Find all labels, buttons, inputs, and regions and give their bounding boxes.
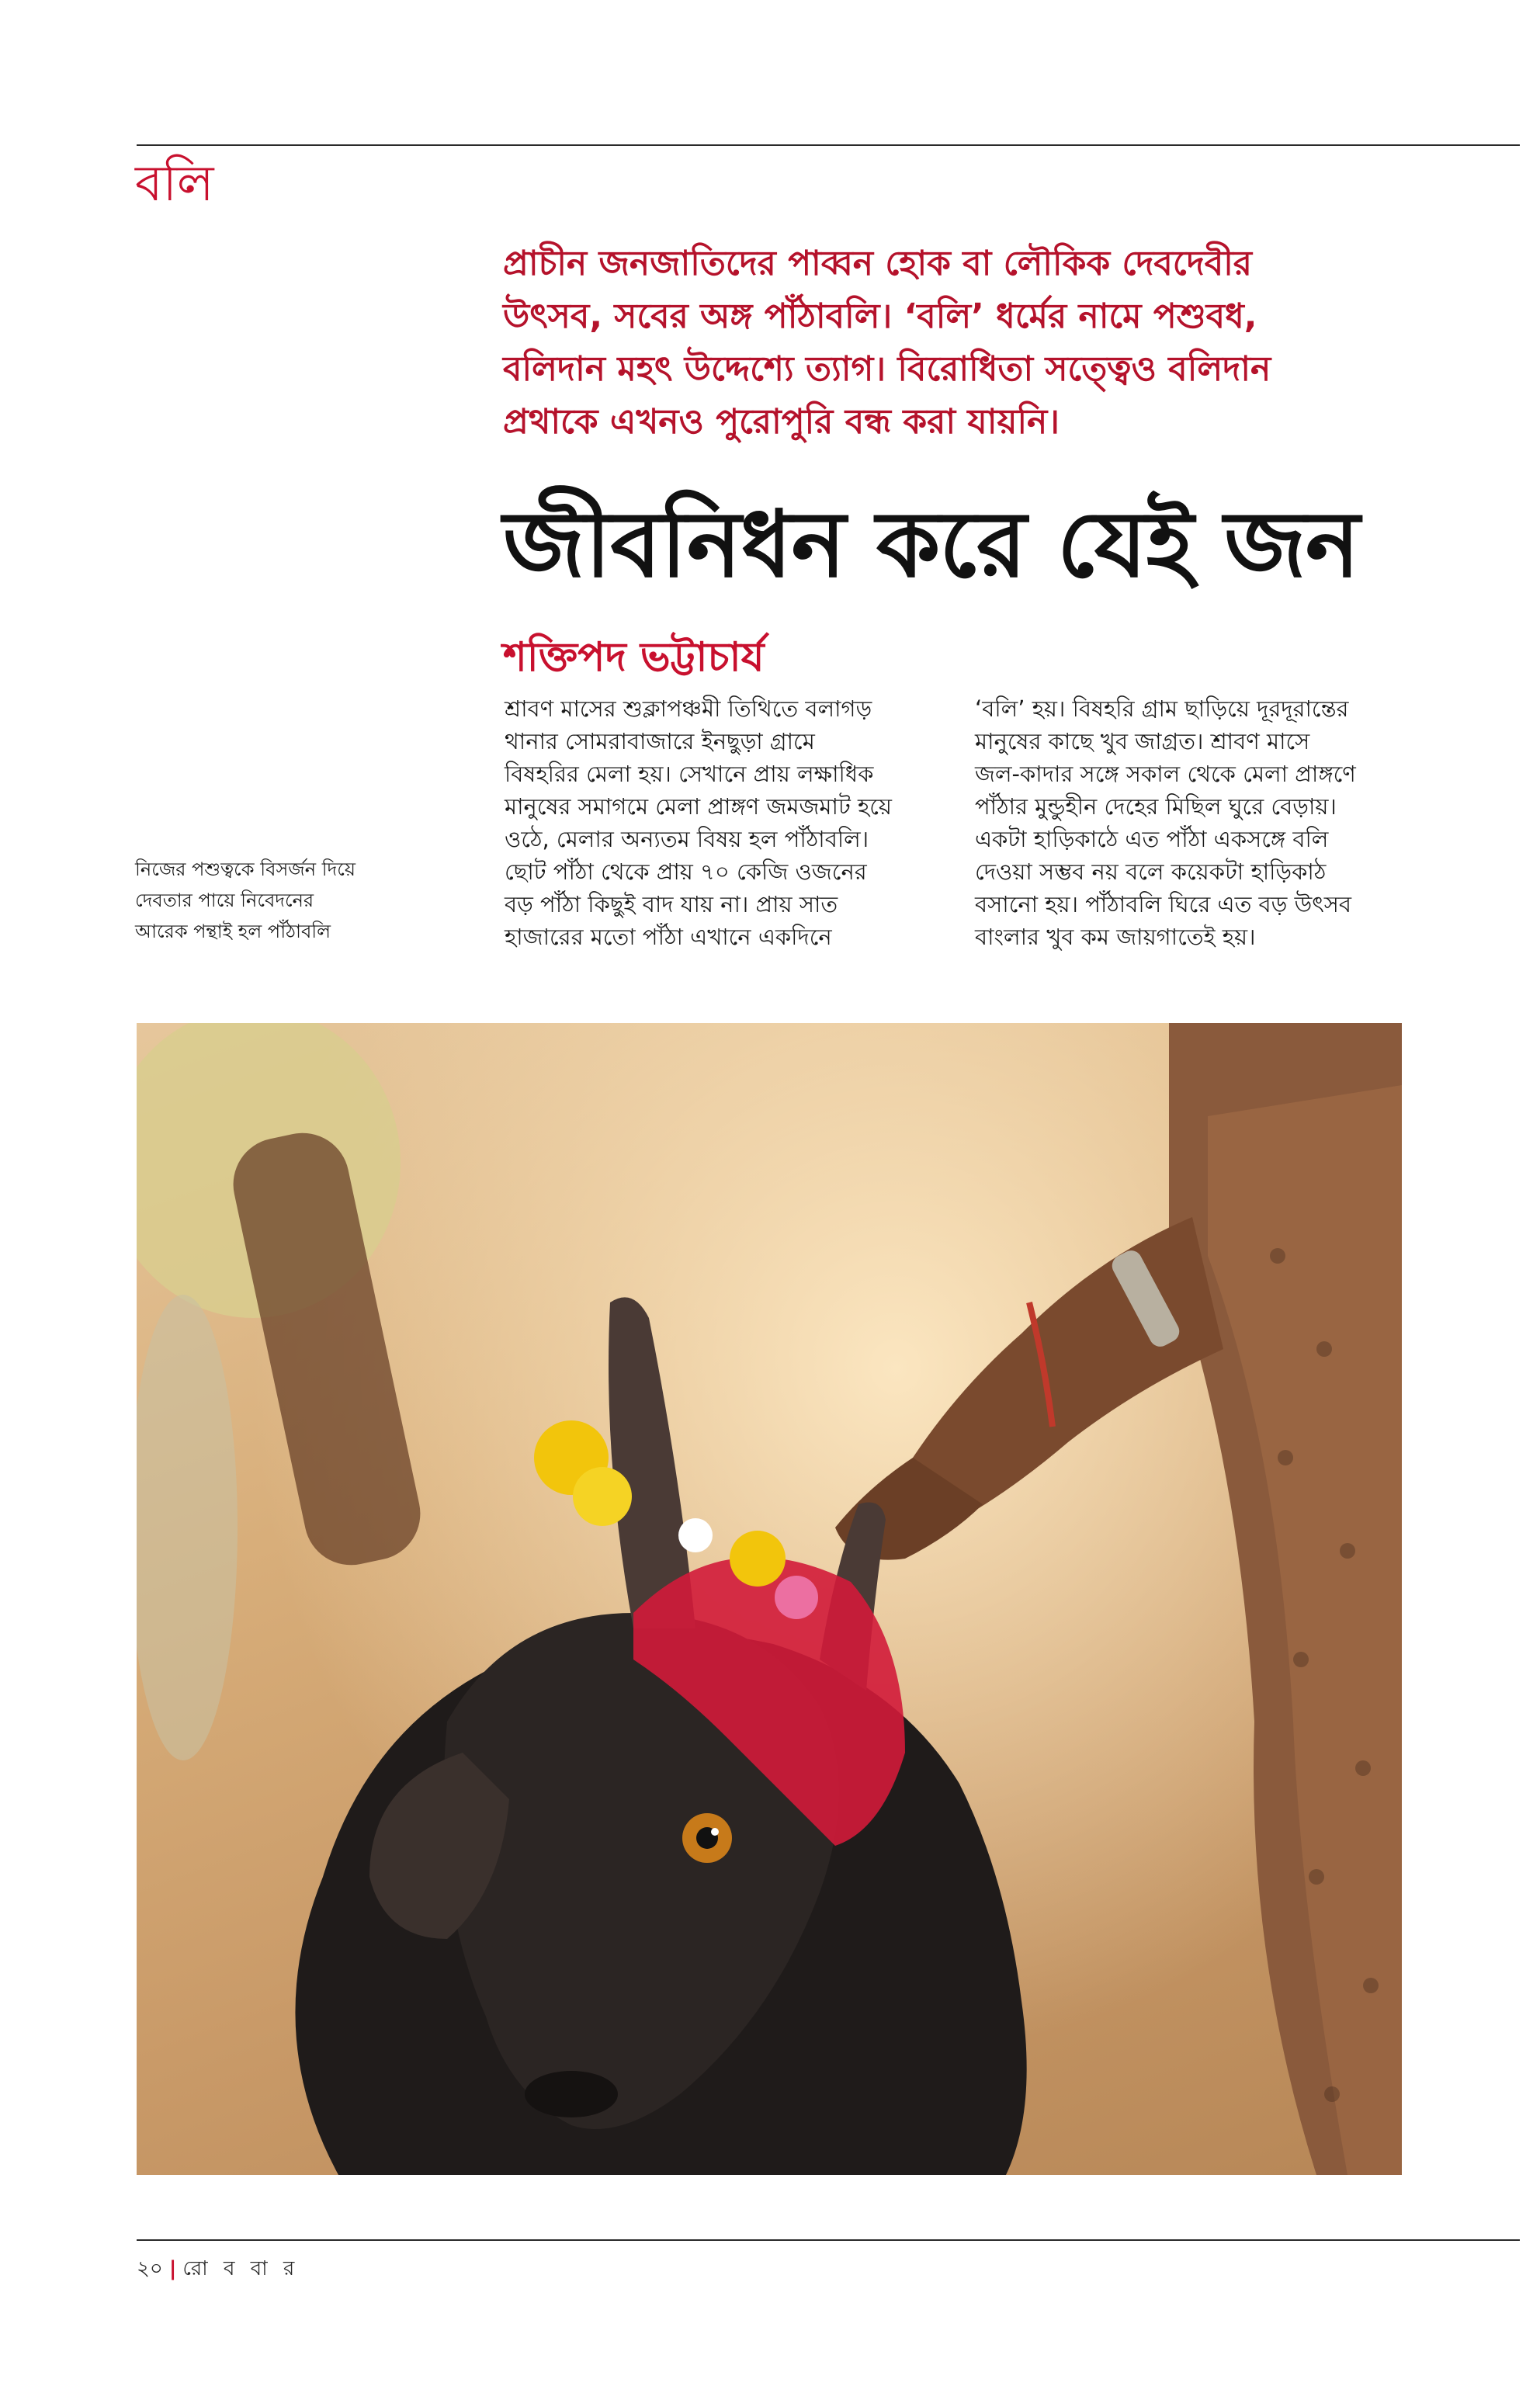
standfirst: প্রাচীন জনজাতিদের পাব্বন হোক বা লৌকিক দেবদেবীর উৎসব, সবের অঙ্গ পাঁঠাবলি। ‘বলি’ ধর্মের নামে পশুবধ, বলিদান মহৎ উদ্দেশ্যে ত্যাগ। বিরোধিতা সত্ত্বেও বলিদান প্রথাকে এখনও পুরোপুরি বন্ধ করা যায়নি।: [503, 244, 1271, 442]
page-number: ২০: [137, 2257, 163, 2280]
section-label: বলি: [135, 155, 214, 213]
headline: জীবনিধন করে যেই জন: [503, 490, 1360, 598]
top-rule: [137, 144, 1520, 146]
photo-illustration: [137, 1023, 1402, 2175]
body-column-left: শ্রাবণ মাসের শুক্লাপঞ্চমী তিথিতে বলাগড় থানার সোমরাবাজারে ইনছুড়া গ্রামে বিষহরির মেলা হয়। সেখানে প্রায় লক্ষাধিক মানুষের সমাগমে মেলা প্রাঙ্গণ জমজমাট হয়ে ওঠে, মেলার অন্যতম বিষয় হল পাঁঠাবলি। ছোট পাঁঠা থেকে প্রায় ৭০ কেজি ওজনের বড় পাঁঠা কিছুই বাদ যায় না। প্রায় সাত হাজারের মতো পাঁঠা এখানে একদিনে: [505, 695, 892, 950]
magazine-name: রো ব বা র: [182, 2257, 300, 2280]
photo-caption: নিজের পশুত্বকে বিসর্জন দিয়ে দেবতার পায়ে নিবেদনের আরেক পন্থাই হল পাঁঠাবলি: [135, 858, 356, 942]
goat-sacrifice-photo: [137, 1023, 1402, 2175]
footer-separator: |: [168, 2257, 177, 2280]
page-footer: [137, 2253, 299, 2287]
bottom-rule: [137, 2239, 1520, 2241]
byline: শক্তিপদ ভট্টাচার্য: [503, 634, 765, 681]
body-column-right: ‘বলি’ হয়। বিষহরি গ্রাম ছাড়িয়ে দূরদূরান্তের মানুষের কাছে খুব জাগ্রত। শ্রাবণ মাসে জল-কাদার সঙ্গে সকাল থেকে মেলা প্রাঙ্গণে পাঁঠার মুন্ডুহীন দেহের মিছিল ঘুরে বেড়ায়। একটা হাড়িকাঠে এত পাঁঠা একসঙ্গে বলি দেওয়া সম্ভব নয় বলে কয়েকটা হাড়িকাঠ বসানো হয়। পাঁঠাবলি ঘিরে এত বড় উৎসব বাংলার খুব কম জায়গাতেই হয়।: [975, 695, 1356, 950]
